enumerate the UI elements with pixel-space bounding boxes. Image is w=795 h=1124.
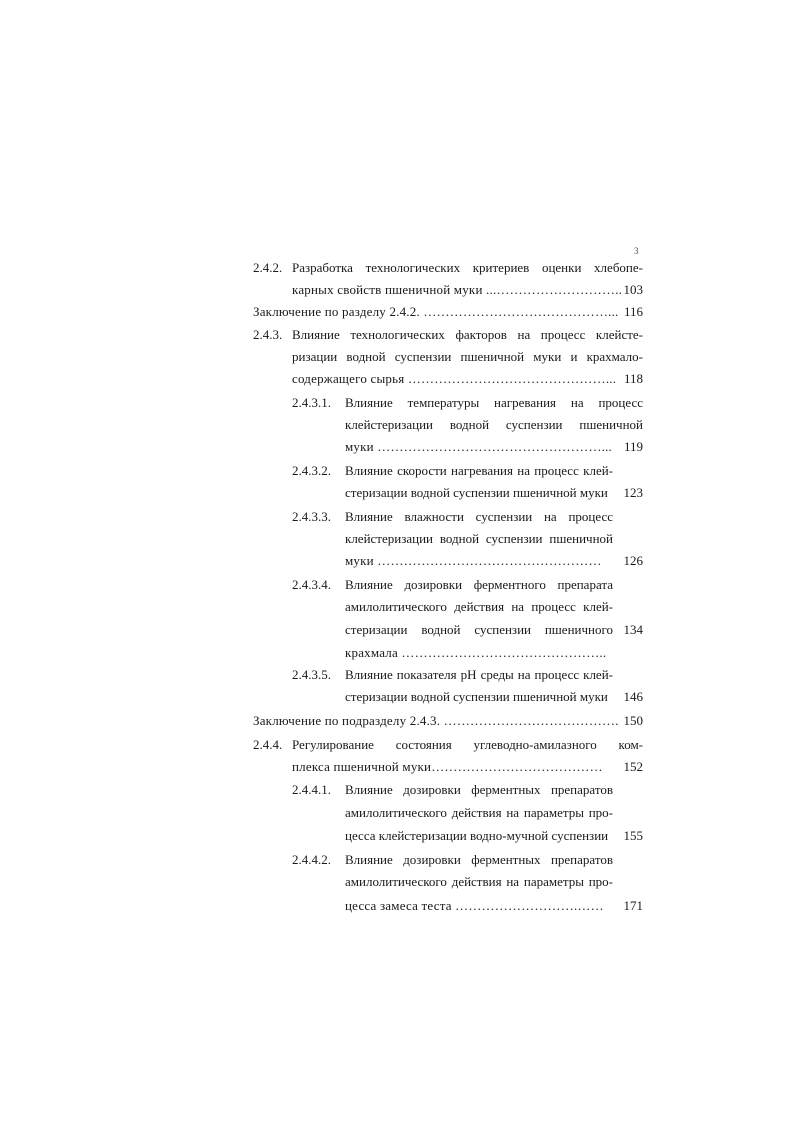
toc-entry-text: крахмала ……………………………………….. [345, 645, 607, 660]
toc-entry-text: Влияние влажности суспензии на процесс [345, 509, 613, 524]
toc-entry-text: Заключение по разделу 2.4.2. ……………………………………... [253, 304, 619, 319]
toc-entry-continuation[interactable] [253, 685, 643, 709]
toc-entry-text: ризации водной суспензии пшеничной муки и крахмало- [292, 349, 643, 364]
toc-entry-continuation[interactable] [253, 595, 643, 619]
toc-entry-text: муки ……………………………………………... [345, 439, 612, 454]
toc-section-number: 2.4.2. [253, 260, 283, 275]
toc-entry-conclusion-2-4-3[interactable] [253, 709, 643, 733]
toc-page-number: 126 [623, 553, 643, 568]
toc-page-number: 155 [623, 828, 643, 843]
toc-entry-continuation[interactable] [253, 801, 643, 825]
toc-entry-text: цесса замеса теста ……………………….…… [345, 898, 604, 913]
toc-page-number: 152 [623, 759, 643, 774]
toc-entry-2-4-3-4[interactable] [253, 573, 643, 597]
page-number: 3 [634, 246, 639, 256]
toc-entry-2-4-3-2[interactable] [253, 459, 643, 483]
toc-entry-text: Регулирование состояния углеводно-амилазного ком- [292, 737, 643, 752]
toc-entry-text: амилолитического действия на параметры про- [345, 805, 613, 820]
toc-entry-continuation[interactable] [253, 641, 643, 665]
toc-page-number: 134 [623, 622, 643, 637]
toc-section-number: 2.4.4.2. [292, 852, 331, 867]
toc-entry-text: Влияние температуры нагревания на процесс [345, 395, 643, 410]
toc-entry-2-4-4-1[interactable] [253, 778, 643, 802]
toc-entry-text: Влияние дозировки ферментных препаратов [345, 852, 613, 867]
toc-section-number: 2.4.4. [253, 737, 283, 752]
toc-entry-continuation[interactable] [253, 278, 643, 302]
toc-page-number: 119 [623, 439, 643, 454]
toc-entry-2-4-4[interactable] [253, 733, 643, 757]
toc-entry-text: Разработка технологических критериев оценки хлебопе- [292, 260, 643, 275]
toc-entry-text: стеризации водной суспензии пшеничной муки [345, 689, 608, 704]
toc-section-number: 2.4.3.5. [292, 667, 331, 682]
toc-entry-text: муки …………………………………………… [345, 553, 602, 568]
toc-entry-text: Влияние дозировки ферментных препаратов [345, 782, 613, 797]
toc-entry-text: карных свойств пшеничной муки ...……………………….. [292, 282, 623, 297]
toc-section-number: 2.4.4.1. [292, 782, 331, 797]
toc-entry-2-4-3-3[interactable] [253, 505, 643, 529]
toc-entry-continuation[interactable] [253, 367, 643, 391]
toc-page-number: 171 [623, 898, 643, 913]
toc-page-number: 103 [623, 282, 643, 297]
toc-page-number: 146 [623, 689, 643, 704]
toc-entry-conclusion-2-4-2[interactable] [253, 300, 643, 324]
toc-entry-text: амилолитического действия на процесс клей- [345, 599, 613, 614]
toc-entry-2-4-3-1[interactable] [253, 391, 643, 415]
toc-entry-text: стеризации водной суспензии пшеничного [345, 622, 613, 637]
toc-page-number: 123 [623, 485, 643, 500]
toc-entry-continuation[interactable] [253, 894, 643, 918]
toc-page-number: 116 [623, 304, 643, 319]
toc-section-number: 2.4.3.2. [292, 463, 331, 478]
toc-entry-2-4-3-5[interactable] [253, 663, 643, 687]
toc-section-number: 2.4.3.3. [292, 509, 331, 524]
toc-entry-2-4-4-2[interactable] [253, 848, 643, 872]
toc-entry-continuation[interactable] [253, 345, 643, 369]
toc-entry-text: стеризации водной суспензии пшеничной муки [345, 485, 608, 500]
toc-entry-text: цесса клейстеризации водно-мучной суспензии [345, 828, 609, 843]
toc-page-number: 150 [623, 713, 643, 728]
toc-section-number: 2.4.3. [253, 327, 283, 342]
toc-section-number: 2.4.3.4. [292, 577, 331, 592]
toc-entry-text: Влияние показателя pH среды на процесс клей- [345, 667, 613, 682]
toc-entry-text: клейстеризации водной суспензии пшеничной [345, 531, 613, 546]
toc-entry-continuation[interactable] [253, 527, 643, 551]
toc-entry-continuation[interactable] [253, 824, 643, 848]
toc-entry-continuation[interactable] [253, 481, 643, 505]
toc-entry-text: Влияние дозировки ферментного препарата [345, 577, 613, 592]
toc-entry-text: Влияние технологических факторов на процесс клейсте- [292, 327, 643, 342]
toc-entry-2-4-2[interactable] [253, 256, 643, 280]
toc-entry-continuation[interactable] [253, 755, 643, 779]
toc-entry-text: Влияние скорости нагревания на процесс клей- [345, 463, 613, 478]
toc-entry-2-4-3[interactable] [253, 323, 643, 347]
toc-entry-continuation[interactable] [253, 618, 643, 642]
toc-entry-continuation[interactable] [253, 413, 643, 437]
toc-entry-continuation[interactable] [253, 870, 643, 894]
toc-entry-text: клейстеризации водной суспензии пшеничной [345, 417, 643, 432]
toc-entry-continuation[interactable] [253, 549, 643, 573]
toc-section-number: 2.4.3.1. [292, 395, 331, 410]
toc-entry-text: плекса пшеничной муки………………………………… [292, 759, 603, 774]
toc-entry-text: Заключение по подразделу 2.4.3. …………………………………. [253, 713, 619, 728]
toc-entry-text: амилолитического действия на параметры про- [345, 874, 613, 889]
toc-entry-continuation[interactable] [253, 435, 643, 459]
toc-entry-text: содержащего сырья ………………………………………... [292, 371, 617, 386]
toc-page-number: 118 [623, 371, 643, 386]
